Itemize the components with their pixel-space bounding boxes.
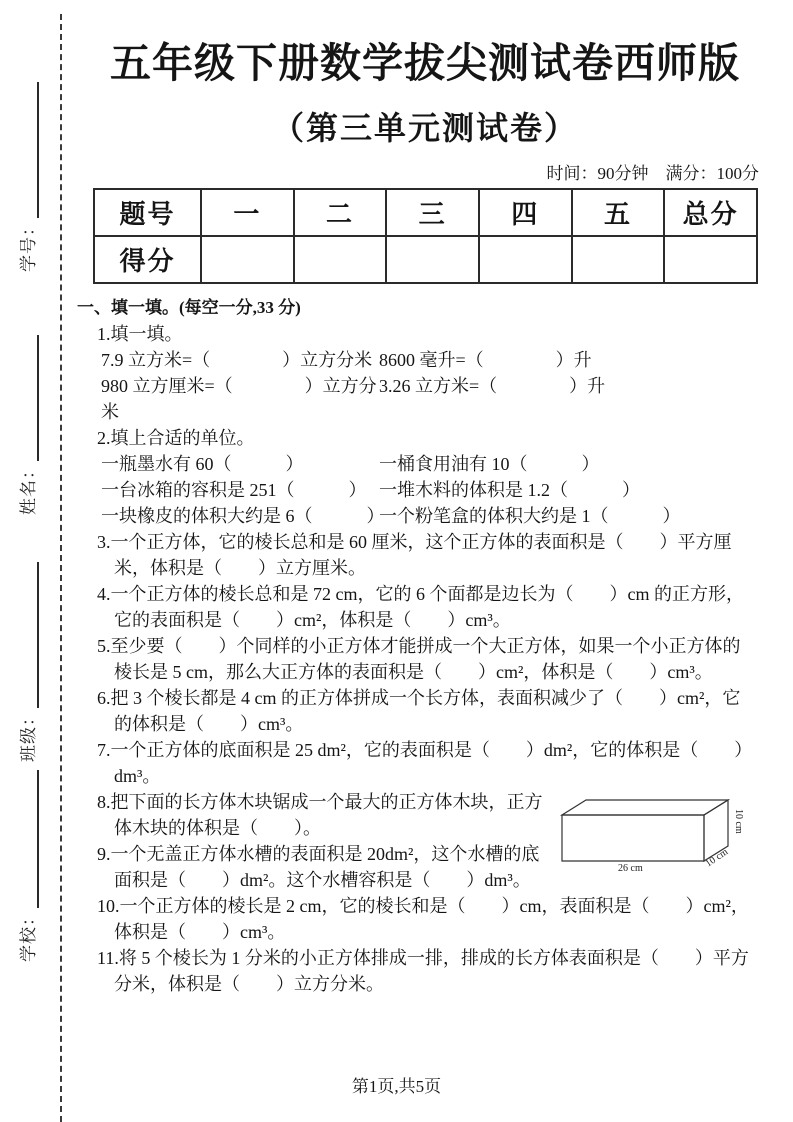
question-1-row-2 [97, 373, 752, 425]
question-9: 9.一个无盖正方体水槽的表面积是 20dm²，这个水槽的底面积是（ ）dm²。这个水槽容积是（ ）dm³。 [97, 844, 540, 890]
score-cell [294, 236, 387, 283]
question-2-row-2 [97, 477, 752, 503]
score-table-col-5: 五 [572, 189, 665, 236]
score-table-header-row [94, 189, 757, 236]
score-table-col-2: 二 [294, 189, 387, 236]
cuboid-outline [562, 800, 728, 861]
score-table-col-1: 一 [201, 189, 294, 236]
seal-field-name [14, 335, 44, 515]
question-list [97, 321, 752, 997]
question-3: 3.一个正方体，它的棱长总和是 60 厘米，这个正方体的表面积是（ ）平方厘米，体积是（ ）立方厘米。 [97, 532, 732, 578]
score-cell [664, 236, 757, 283]
seal-blank-line [37, 82, 39, 218]
blank-item: 一个粉笔盒的体积大约是 1（ ） [379, 506, 681, 526]
question-5: 5.至少要（ ）个同样的小正方体才能拼成一个大正方体，如果一个小正方体的棱长是 5 cm，那么大正方体的表面积是（ ）cm²，体积是（ ）cm³。 [97, 636, 741, 682]
score-table-col-total: 总分 [664, 189, 757, 236]
score-table-score-row [94, 236, 757, 283]
blank-item: 一桶食用油有 10（ ） [379, 454, 600, 474]
question-2-label: 2.填上合适的单位。 [97, 428, 255, 448]
question-1-label: 1.填一填。 [97, 324, 183, 344]
question-2-row-3 [97, 503, 752, 529]
score-cell [572, 236, 665, 283]
question-8: 8.把下面的长方体木块锯成一个最大的正方体木块，正方体木块的体积是（ ）。 [97, 792, 543, 838]
section-1-heading: 一、填一填。(每空一分,33 分) [77, 298, 301, 317]
seal-label-class: 班级： [19, 708, 38, 762]
paper-subtitle: （第三单元测试卷） [271, 110, 578, 146]
score-table-corner: 题号 [94, 189, 201, 236]
cuboid-figure [556, 791, 752, 871]
main-content [75, 0, 775, 997]
seal-field-school [14, 770, 44, 962]
seal-label-student-number: 学号： [19, 218, 38, 272]
seal-blank-line [37, 335, 39, 461]
question-2-row-1 [97, 451, 752, 477]
score-table-col-4: 四 [479, 189, 572, 236]
seal-dashed-line [60, 14, 62, 1122]
score-cell [479, 236, 572, 283]
blank-item: 7.9 立方米=（ ）立方分米 [101, 350, 373, 370]
blank-item: 8600 毫升=（ ）升 [379, 350, 592, 370]
score-table-col-3: 三 [386, 189, 479, 236]
score-cell [201, 236, 294, 283]
cuboid-height-label: 10 cm [733, 809, 744, 834]
cuboid-depth-label: 10 cm [703, 846, 731, 870]
seal-blank-line [37, 562, 39, 708]
question-4: 4.一个正方体的棱长总和是 72 cm，它的 6 个面都是边长为（ ）cm 的正方形，它的表面积是（ ）cm²，体积是（ ）cm³。 [97, 584, 744, 630]
blank-item: 980 立方厘米=（ ）立方分米 [101, 376, 377, 422]
score-row-label: 得分 [94, 236, 201, 283]
time-and-score-info: 时间：90分钟 满分：100分 [546, 164, 759, 183]
question-11: 11.将 5 个棱长为 1 分米的小正方体排成一排，排成的长方体表面积是（ ）平方分米，体积是（ ）立方分米。 [97, 948, 749, 994]
question-7: 7.一个正方体的底面积是 25 dm²，它的表面积是（ ）dm²，它的体积是（ ）dm³。 [97, 740, 744, 786]
blank-item: 一台冰箱的容积是 251（ ） [101, 480, 367, 500]
seal-label-school: 学校： [19, 908, 38, 962]
blank-item: 一堆木料的体积是 1.2（ ） [379, 480, 640, 500]
blank-item: 一块橡皮的体积大约是 6（ ） [101, 506, 385, 526]
seal-blank-line [37, 770, 39, 908]
question-1-row-1 [97, 347, 752, 373]
score-table [93, 188, 758, 284]
cuboid-length-label: 26 cm [618, 863, 643, 871]
question-6: 6.把 3 个棱长都是 4 cm 的正方体拼成一个长方体，表面积减少了（ ）cm²，它的体积是（ ）cm³。 [97, 688, 741, 734]
blank-item: 一瓶墨水有 60（ ） [101, 454, 304, 474]
question-10: 10.一个正方体的棱长是 2 cm，它的棱长和是（ ）cm，表面积是（ ）cm²，体积是（ ）cm³。 [97, 896, 749, 942]
paper-title: 五年级下册数学拔尖测试卷西师版 [110, 40, 740, 86]
seal-field-student-number [14, 82, 44, 272]
page-number: 第1页,共5页 [351, 1077, 442, 1096]
blank-item: 3.26 立方米=（ ）升 [379, 376, 606, 396]
seal-field-class [14, 562, 44, 762]
seal-label-name: 姓名： [19, 461, 38, 515]
score-cell [386, 236, 479, 283]
